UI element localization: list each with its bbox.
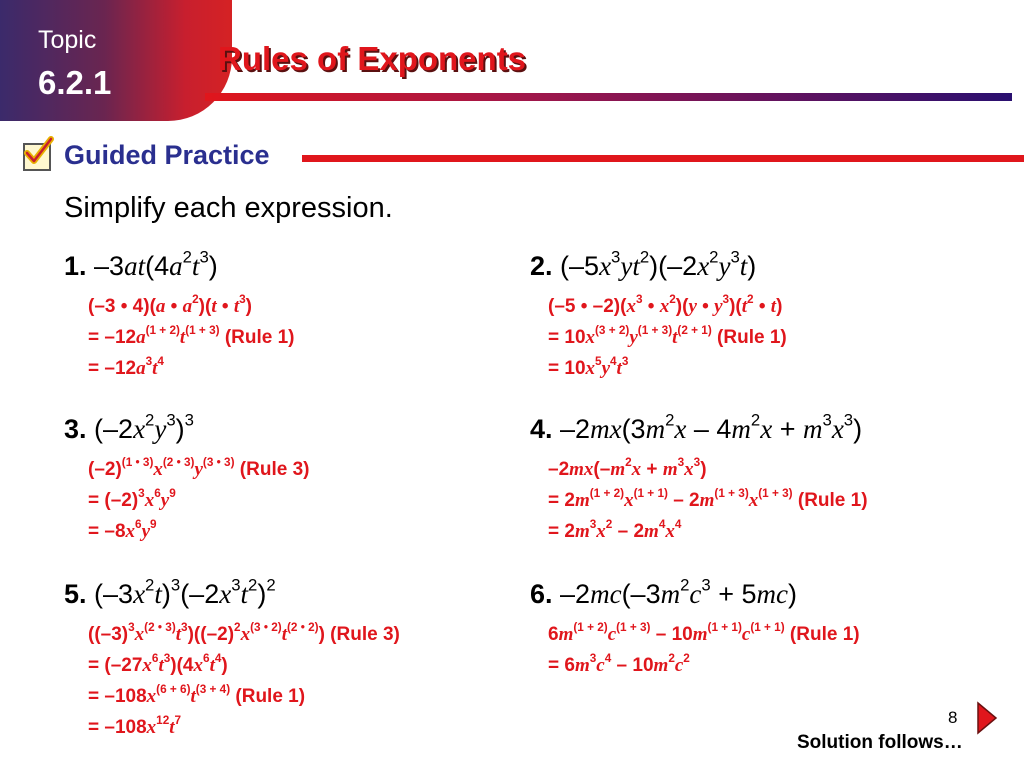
problem-2-step-1: (–5 • $-2)(x^3$ • $x^2)(y$ • $y^3)(t^2$ • t) — [548, 293, 783, 317]
problem-2: 2. $(-5x^3yt^2)(-2x^2y^3t)$ — [530, 247, 757, 281]
title-underline — [205, 93, 1012, 101]
problem-1-step-1: (–3 • 4)(a • $a^2)(t$ • $t^3$) — [88, 293, 252, 317]
problem-5-step-4: = $-108x^{12}t^7$ — [88, 714, 182, 738]
problem-5: 5. $(-3x^2t)^3(-2x^3t^2)^2$ — [64, 575, 276, 609]
problem-6: 6. $-2mc(-3m^2c^3 + 5mc)$ — [530, 575, 797, 609]
section-title: Guided Practice — [64, 140, 270, 170]
problem-4-step-3: = $2m^3x^2 - 2m^4x^4$ — [548, 518, 682, 542]
problem-4-step-2: = $2m^{(1 + 2)}x^{(1 + 1)} - 2m^{(1 + 3)}x^{(1 + 3)}$ (Rule 1) — [548, 487, 868, 511]
checkmark-box-icon — [23, 143, 51, 171]
problem-2-step-2: = $10x^{(3 + 2)}y^{(1 + 3)}t^{(2 + 1)}$ (Rule 1) — [548, 324, 787, 348]
problem-4: 4. $-2mx(3m^2x - 4m^2x + m^3x^3)$ — [530, 410, 863, 444]
page-number: 8 — [948, 708, 958, 727]
problem-4-step-1: $-2mx(-m^2x + m^3x^3)$ — [548, 456, 707, 480]
next-arrow-icon[interactable] — [976, 701, 998, 740]
page-title: Rules of Exponents — [218, 40, 527, 77]
topic-label: Topic — [38, 26, 97, 54]
problem-6-step-1: $6m^{(1 + 2)}c^{(1 + 3)} - 10m^{(1 + 1)}c^{(1 + 1)}$ (Rule 1) — [548, 621, 860, 645]
problem-1-step-3: = $-12a^3t^4$ — [88, 355, 164, 379]
problem-5-step-1: $((-3)^3x^{(2 • 3)}t^3)((-2)^2x^{(3 • 2)}t^{(2 • 2)})$ (Rule 3) — [88, 621, 400, 645]
problem-5-step-2: = $(-27x^6t^3)(4x^6t^4)$ — [88, 652, 228, 676]
solution-follows-label: Solution follows… — [797, 732, 963, 753]
problem-3-step-1: $(-2)^{(1 • 3)}x^{(2 • 3)}y^{(3 • 3)}$ (Rule 3) — [88, 456, 310, 480]
instruction-text: Simplify each expression. — [64, 192, 393, 224]
problem-3: 3. $(-2x^2y^3)^3$ — [64, 410, 194, 444]
problem-2-step-3: = $10x^5y^4t^3$ — [548, 355, 629, 379]
topic-number: 6.2.1 — [38, 64, 112, 101]
topic-banner — [0, 0, 232, 121]
problem-6-step-2: = $6m^3c^4 - 10m^2c^2$ — [548, 652, 690, 676]
problem-3-step-2: = $(-2)^3x^6y^9$ — [88, 487, 176, 511]
problem-1: 1. $-3at(4a^2t^3)$ — [64, 247, 218, 281]
problem-1-step-2: = $-12a^{(1 + 2)}t^{(1 + 3)}$ (Rule 1) — [88, 324, 295, 348]
section-underline — [302, 155, 1024, 162]
problem-3-step-3: = $-8x^6y^9$ — [88, 518, 157, 542]
problem-5-step-3: = $-108x^{(6 + 6)}t^{(3 + 4)}$ (Rule 1) — [88, 683, 306, 707]
